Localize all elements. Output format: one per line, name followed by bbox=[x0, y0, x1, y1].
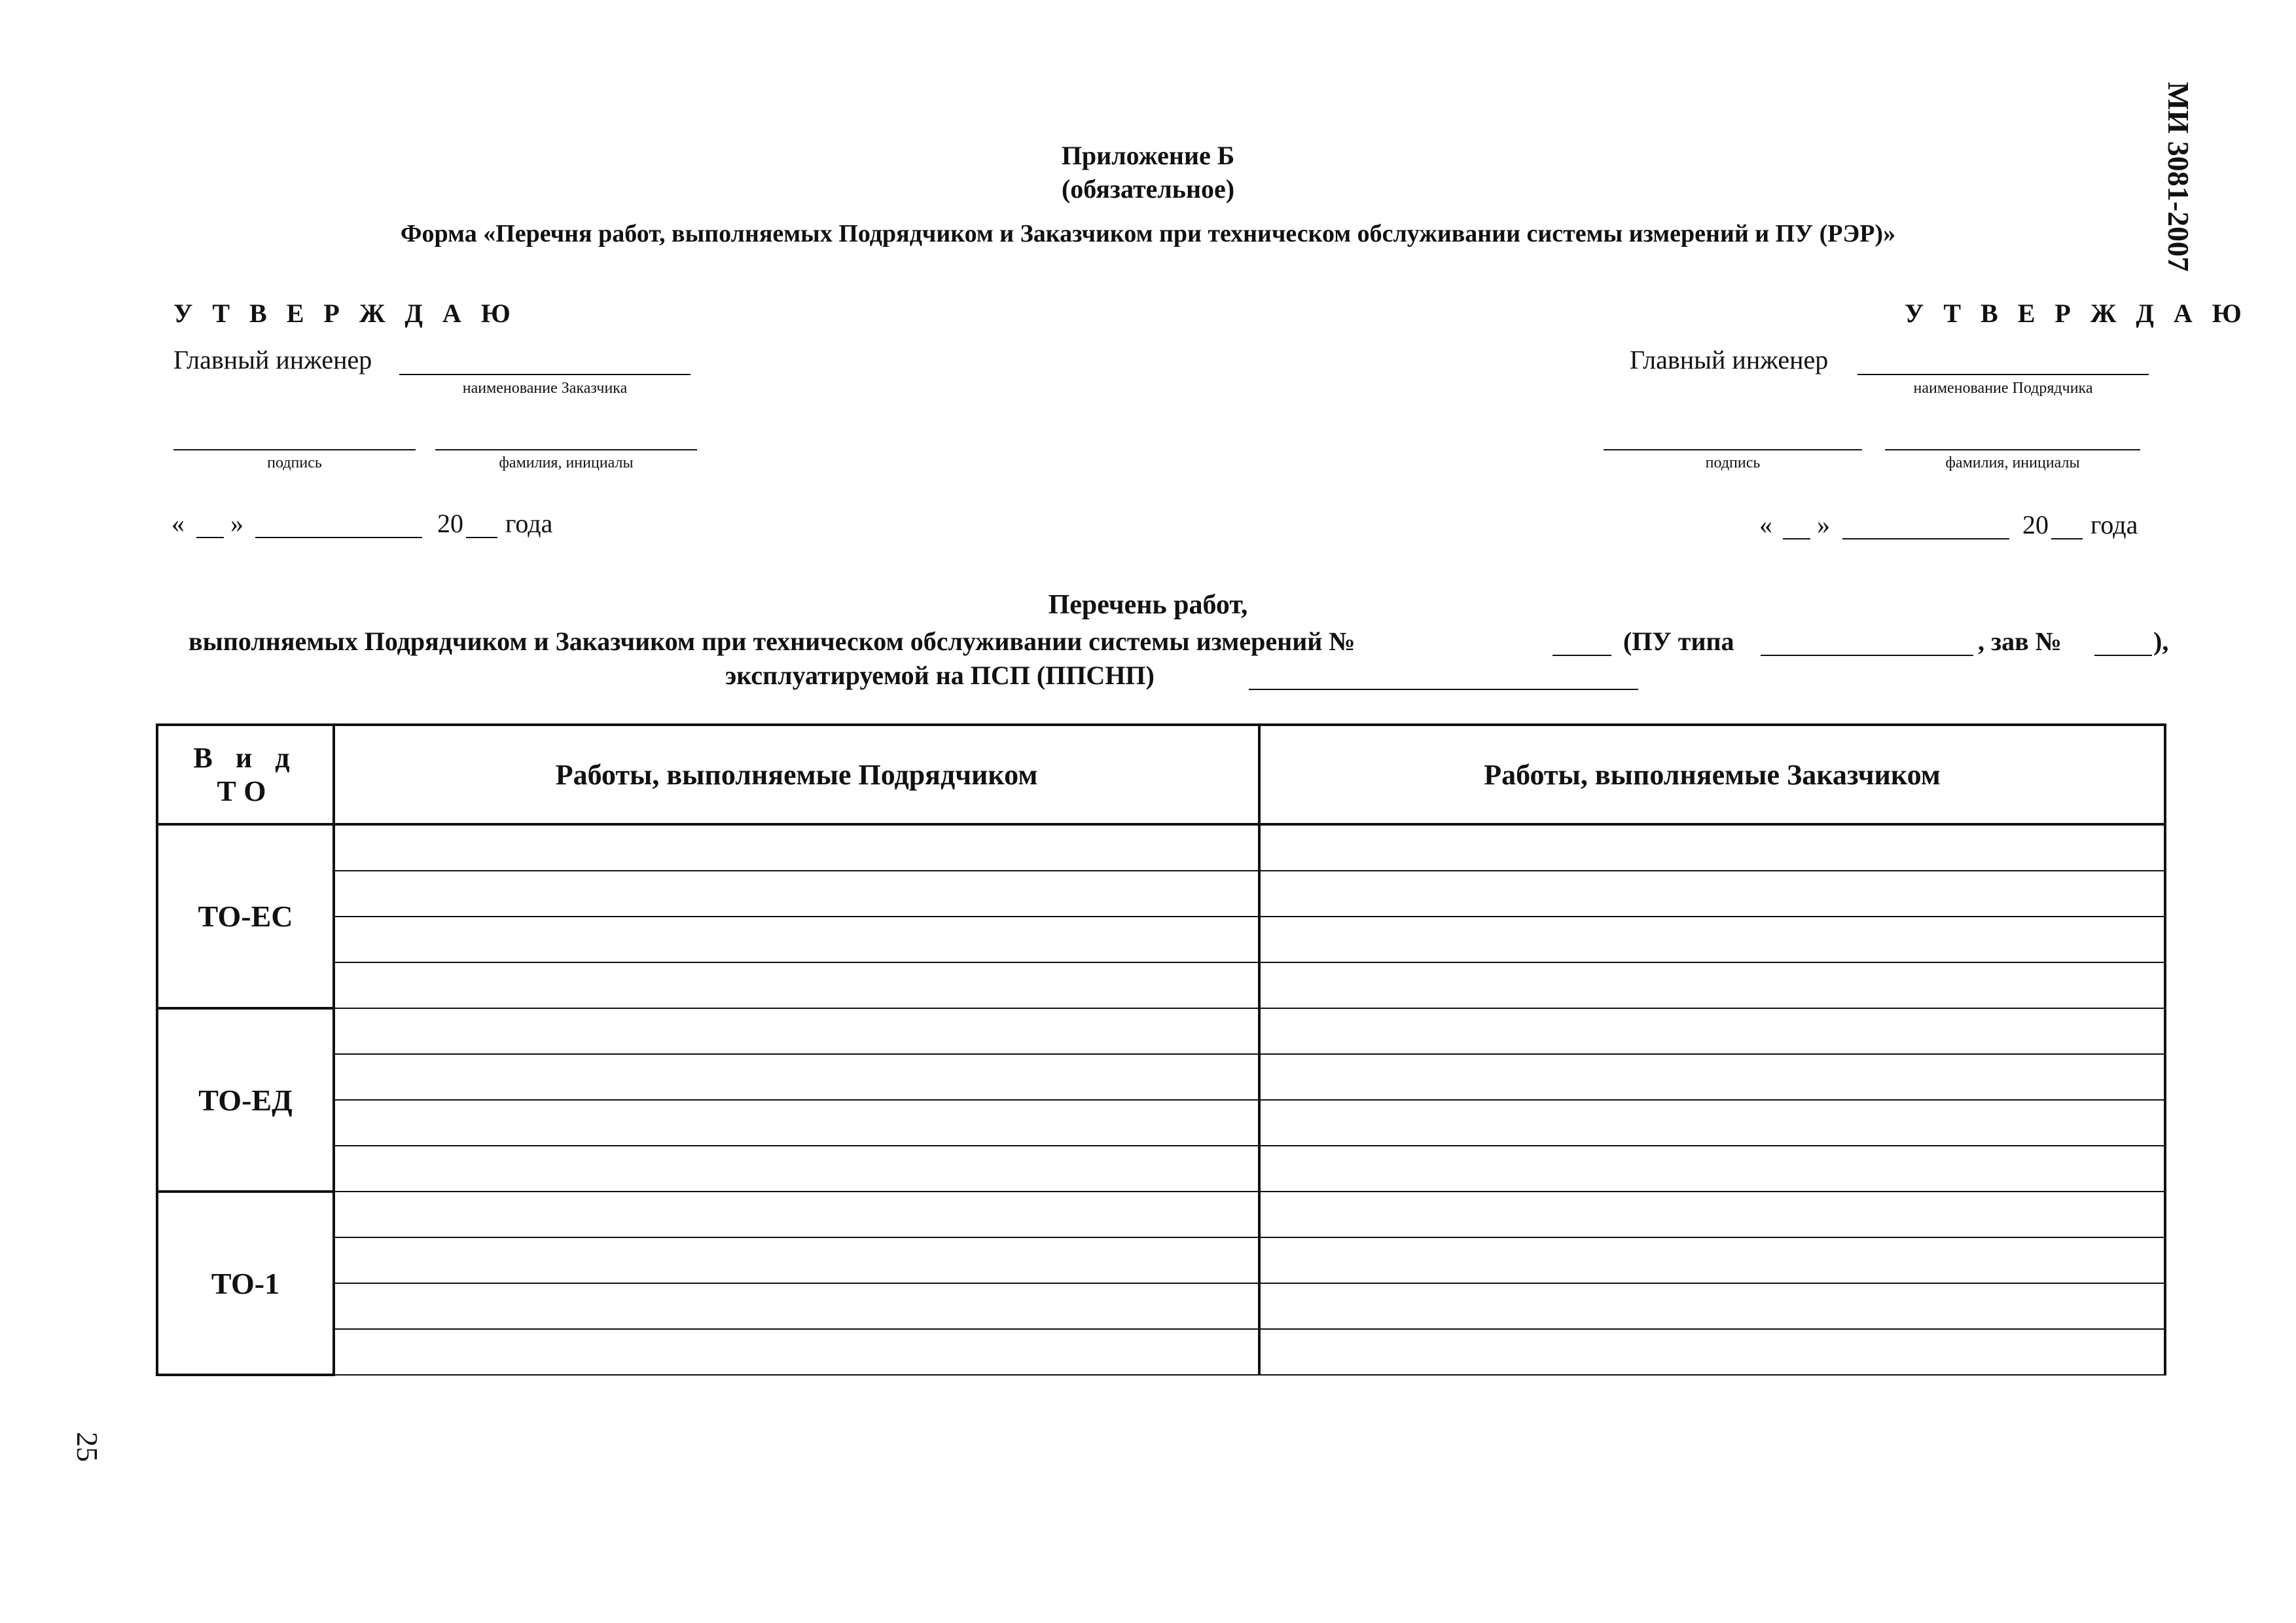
customer-work-cell[interactable] bbox=[1259, 1237, 2165, 1283]
contractor-work-cell[interactable] bbox=[334, 1008, 1259, 1054]
header-maintenance-type: В и д ТО bbox=[157, 725, 334, 824]
contractor-work-cell[interactable] bbox=[334, 1237, 1259, 1283]
signature-caption-left: подпись bbox=[267, 454, 322, 471]
year-suffix-right: года bbox=[2090, 510, 2138, 539]
table-row bbox=[157, 1008, 2165, 1054]
year-line-left[interactable] bbox=[466, 537, 497, 538]
system-number-line[interactable] bbox=[1552, 655, 1611, 656]
name-caption-left: фамилия, инициалы bbox=[499, 454, 634, 471]
customer-work-cell[interactable] bbox=[1259, 1100, 2165, 1146]
list-subtitle-e: эксплуатируемой на ПСП (ППСНП) bbox=[725, 661, 1155, 690]
approve-heading-right: У Т В Е Р Ж Д А Ю bbox=[1905, 299, 2248, 328]
customer-work-cell[interactable] bbox=[1259, 1283, 2165, 1329]
customer-work-cell[interactable] bbox=[1259, 1329, 2165, 1375]
contractor-work-cell[interactable] bbox=[334, 1192, 1259, 1237]
appendix-status: (обязательное) bbox=[1061, 174, 1235, 204]
date-close-right: » bbox=[1817, 510, 1830, 539]
customer-name-caption: наименование Заказчика bbox=[462, 380, 628, 397]
contractor-work-cell[interactable] bbox=[334, 824, 1259, 871]
maintenance-type-cell: ТО-ЕС bbox=[157, 824, 334, 1008]
maintenance-type-cell: ТО-1 bbox=[157, 1192, 334, 1375]
table-header-row bbox=[157, 725, 2165, 824]
contractor-name-caption: наименование Подрядчика bbox=[1913, 380, 2093, 397]
contractor-work-cell[interactable] bbox=[334, 917, 1259, 962]
customer-work-cell[interactable] bbox=[1259, 962, 2165, 1008]
contractor-work-cell[interactable] bbox=[334, 962, 1259, 1008]
list-subtitle-a: выполняемых Подрядчиком и Заказчиком при техническом обслуживании системы измерений № bbox=[188, 627, 1355, 656]
table-row bbox=[157, 824, 2165, 871]
customer-work-cell[interactable] bbox=[1259, 824, 2165, 871]
customer-work-cell[interactable] bbox=[1259, 871, 2165, 917]
appendix-title: Приложение Б bbox=[1061, 141, 1235, 170]
list-subtitle-b: (ПУ типа bbox=[1623, 627, 1734, 656]
date-close-left: » bbox=[230, 509, 243, 538]
signature-caption-right: подпись bbox=[1705, 454, 1761, 471]
pu-type-line[interactable] bbox=[1761, 655, 1973, 656]
date-open-right: « bbox=[1759, 510, 1772, 539]
table-row bbox=[157, 1054, 2165, 1100]
table-row bbox=[157, 1192, 2165, 1237]
month-line-left[interactable] bbox=[255, 537, 422, 538]
works-table bbox=[156, 723, 2166, 1376]
header-customer-works: Работы, выполняемые Заказчиком bbox=[1259, 725, 2165, 824]
contractor-work-cell[interactable] bbox=[334, 1329, 1259, 1375]
signature-line-left[interactable] bbox=[173, 449, 416, 450]
table-row bbox=[157, 1100, 2165, 1146]
customer-work-cell[interactable] bbox=[1259, 1008, 2165, 1054]
name-line-right[interactable] bbox=[1885, 449, 2140, 450]
contractor-work-cell[interactable] bbox=[334, 1054, 1259, 1100]
table-row bbox=[157, 1237, 2165, 1283]
table-row bbox=[157, 1146, 2165, 1192]
customer-work-cell[interactable] bbox=[1259, 1146, 2165, 1192]
role-label-right: Главный инженер bbox=[1630, 345, 1829, 374]
year-prefix-left: 20 bbox=[437, 509, 463, 538]
list-subtitle-c: , зав № bbox=[1978, 627, 2062, 656]
document-code: МИ 3081-2007 bbox=[2162, 81, 2195, 272]
day-line-right[interactable] bbox=[1783, 538, 1810, 539]
contractor-name-line[interactable] bbox=[1857, 374, 2149, 375]
customer-work-cell[interactable] bbox=[1259, 1192, 2165, 1237]
form-title: Форма «Перечня работ, выполняемых Подрядчиком и Заказчиком при техническом обслуживании системы измерений и ПУ (РЭР)» bbox=[400, 220, 1896, 247]
serial-number-line[interactable] bbox=[2094, 655, 2152, 656]
page-number: 25 bbox=[71, 1432, 104, 1462]
customer-work-cell[interactable] bbox=[1259, 917, 2165, 962]
list-title: Перечень работ, bbox=[1048, 590, 1248, 620]
approve-heading-left: У Т В Е Р Ж Д А Ю bbox=[173, 299, 517, 328]
customer-name-line[interactable] bbox=[399, 374, 691, 375]
role-label-left: Главный инженер bbox=[173, 345, 372, 374]
contractor-work-cell[interactable] bbox=[334, 1100, 1259, 1146]
contractor-work-cell[interactable] bbox=[334, 1283, 1259, 1329]
table-row bbox=[157, 1283, 2165, 1329]
signature-line-right[interactable] bbox=[1604, 449, 1862, 450]
header-contractor-works: Работы, выполняемые Подрядчиком bbox=[334, 725, 1259, 824]
month-line-right[interactable] bbox=[1842, 538, 2009, 539]
station-name-line[interactable] bbox=[1249, 689, 1638, 690]
table-row bbox=[157, 1329, 2165, 1375]
name-caption-right: фамилия, инициалы bbox=[1945, 454, 2080, 471]
year-suffix-left: года bbox=[505, 509, 553, 538]
contractor-work-cell[interactable] bbox=[334, 1146, 1259, 1192]
day-line-left[interactable] bbox=[196, 537, 224, 538]
year-prefix-right: 20 bbox=[2022, 510, 2049, 539]
name-line-left[interactable] bbox=[435, 449, 697, 450]
table-row bbox=[157, 917, 2165, 962]
table-row bbox=[157, 962, 2165, 1008]
customer-work-cell[interactable] bbox=[1259, 1054, 2165, 1100]
table-row bbox=[157, 871, 2165, 917]
date-open-left: « bbox=[171, 509, 185, 538]
year-line-right[interactable] bbox=[2051, 538, 2083, 539]
contractor-work-cell[interactable] bbox=[334, 871, 1259, 917]
maintenance-type-cell: ТО-ЕД bbox=[157, 1008, 334, 1192]
list-subtitle-d: ), bbox=[2153, 627, 2169, 656]
